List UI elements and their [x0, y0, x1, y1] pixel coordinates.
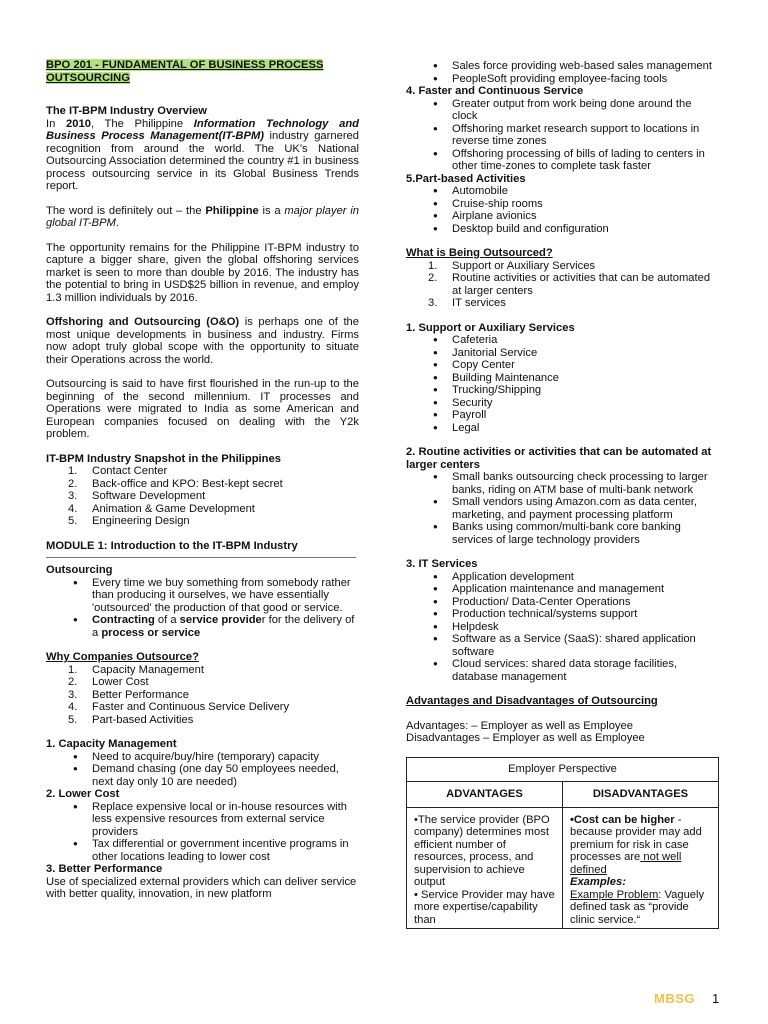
- what-heading: What is Being Outsourced?: [406, 247, 553, 259]
- list-item-text: Janitorial Service: [452, 346, 538, 359]
- bullet-icon: ●: [433, 335, 438, 344]
- list-item-text: Cloud services: shared data storage facilities, database management: [452, 658, 678, 683]
- list-item: [46, 801, 359, 839]
- list-item-run: service provide: [179, 614, 262, 626]
- list-item: [406, 422, 719, 435]
- overview-paragraph-1-run: In: [46, 117, 67, 130]
- bullet-icon: ●: [433, 621, 438, 631]
- list-number: 3.: [68, 688, 78, 701]
- bullet-icon: ●: [73, 764, 78, 773]
- advdis-heading: Advantages and Disadvantages of Outsourcing: [406, 695, 658, 707]
- list-item: [406, 359, 719, 372]
- what-section: [406, 247, 719, 310]
- list-item-text: Need to acquire/buy/hire (temporary) capacity: [92, 750, 319, 763]
- overview-paragraph-4-run: is perhaps one of the most unique developments in business and industry. Firms now adopt truly global scope with the opportunity to situate their Operations across the world.: [46, 316, 359, 366]
- list-item-text: Greater output from work being done around the clock: [452, 97, 692, 122]
- list-item-text: Part-based Activities: [92, 713, 194, 726]
- list-item: [46, 465, 359, 478]
- bullet-icon: ●: [433, 372, 438, 382]
- list-item-text: PeopleSoft providing employee-facing tools: [452, 72, 668, 85]
- bullet-icon: ●: [433, 397, 438, 407]
- support-heading: 1. Support or Auxiliary Services: [406, 321, 575, 334]
- bullet-icon: ●: [73, 801, 78, 811]
- list-item: [46, 838, 359, 863]
- bullet-icon: ●: [433, 472, 438, 481]
- bullet-icon: ●: [73, 751, 78, 761]
- disadvantage-cost-text: - because provider may add premium for risk in case processes are: [570, 813, 702, 863]
- list-item-text: Faster and Continuous Service Delivery: [92, 701, 290, 713]
- bullet-icon: ●: [73, 839, 78, 848]
- list-item-text: Routine activities or activities that can be automated at larger centers: [452, 272, 711, 297]
- list-item: [406, 409, 719, 422]
- module-divider: [46, 557, 356, 558]
- list-item: [406, 347, 719, 360]
- list-item-run: of a: [154, 614, 180, 626]
- faster-section: [406, 85, 719, 173]
- list-number: 4.: [68, 502, 78, 515]
- list-item: [406, 583, 719, 596]
- bullet-icon: ●: [433, 73, 438, 83]
- snapshot-heading: IT-BPM Industry Snapshot in the Philippines: [46, 452, 281, 465]
- example-problem: [570, 889, 713, 927]
- list-item-text: IT services: [452, 297, 506, 309]
- list-item-text: Building Maintenance: [452, 371, 559, 384]
- why-heading: Why Companies Outsource?: [46, 651, 199, 663]
- lower-cost-section: [46, 788, 359, 863]
- overview-paragraph-4: [46, 316, 359, 366]
- faster-list: [406, 98, 719, 173]
- capacity-heading: 1. Capacity Management: [46, 738, 177, 750]
- routine-list: [406, 471, 719, 546]
- list-item-text: Legal: [452, 421, 480, 434]
- support-list: [406, 334, 719, 434]
- bullet-icon: ●: [433, 571, 438, 581]
- list-item-text: Banks using common/multi-bank core banking services of large technology providers: [452, 521, 681, 546]
- list-item-text: Capacity Management: [92, 663, 204, 676]
- bullet-icon: ●: [433, 609, 438, 618]
- bullet-icon: ●: [433, 98, 438, 108]
- better-performance-section: [46, 863, 359, 901]
- bullet-icon: ●: [433, 385, 438, 394]
- advantages-point-2: • Service Provider may have more expertise/capability than: [414, 888, 555, 926]
- list-item: [46, 664, 359, 677]
- list-number: 4.: [68, 701, 78, 713]
- list-item-text: Software Development: [92, 490, 206, 502]
- list-item-run: r for the delivery of a: [92, 614, 355, 639]
- overview-paragraph-3-run: The opportunity remains for the Philippine IT-BPM industry to capture a bigger share, given the global offshoring services market is seen to more than double by 2016. The industry has the potential to bring in USD$25 billion in revenue, and employ 1.3 million individuals by 2016.: [46, 241, 359, 304]
- bullet-icon: ●: [433, 360, 438, 369]
- partbased-heading: 5.Part-based Activities: [406, 172, 526, 185]
- overview-paragraph-4-run: Offshoring and Outsourcing (O&O): [46, 316, 240, 328]
- list-item: [406, 571, 719, 584]
- bullet-icon: ●: [73, 615, 78, 624]
- list-item: [46, 676, 359, 689]
- it-services-heading: 3. IT Services: [406, 558, 478, 570]
- list-item-text: Demand chasing (one day 50 employees needed, next day only 10 are needed): [92, 763, 339, 788]
- faster-heading: 4. Faster and Continuous Service: [406, 85, 584, 97]
- bullet-icon: ●: [433, 410, 438, 419]
- bullet-icon: ●: [73, 577, 78, 587]
- list-item-text: Offshoring processing of bills of lading to centers in other time-zones to complete task faster: [452, 147, 705, 172]
- list-item: [406, 272, 719, 297]
- list-item: [406, 521, 719, 546]
- bullet-icon: ●: [433, 347, 438, 357]
- partbased-list: [406, 185, 719, 235]
- list-item-text: Sales force providing web-based sales management: [452, 60, 712, 72]
- list-item-text: Cafeteria: [452, 334, 498, 346]
- disadvantages-column-header: DISADVANTAGES: [563, 782, 719, 808]
- list-item: [46, 515, 359, 528]
- list-item: [406, 198, 719, 211]
- overview-paragraph-2-run: major player in global IT-BPM: [46, 204, 359, 229]
- advantages-column-header: ADVANTAGES: [407, 782, 563, 808]
- bullet-icon: ●: [433, 148, 438, 158]
- overview-paragraph-2-run: is a: [258, 204, 285, 217]
- list-item: [406, 372, 719, 385]
- capacity-list: [46, 751, 359, 789]
- list-item-text: Production technical/systems support: [452, 608, 638, 620]
- overview-paragraph-5: [46, 378, 359, 441]
- overview-paragraph-2-run: The word is definitely out – the: [46, 204, 206, 217]
- list-item-text: Animation & Game Development: [92, 502, 255, 515]
- list-number: 2.: [68, 477, 78, 490]
- list-item: [46, 478, 359, 491]
- overview-paragraph-1: [46, 118, 359, 193]
- overview-paragraph-1-run: industry garnered recognition from around the world. The UK's National Outsourcing Association determined the country #1 in business process outsourcing service in its Global Business Trends report.: [46, 130, 359, 192]
- list-item: [46, 577, 359, 615]
- list-item: [406, 60, 719, 73]
- list-number: 5.: [68, 713, 78, 726]
- list-item: [406, 633, 719, 658]
- list-number: 1.: [68, 465, 78, 477]
- list-item: [406, 210, 719, 223]
- overview-section: [46, 105, 359, 441]
- list-item: [46, 490, 359, 503]
- list-item: [46, 689, 359, 702]
- list-number: 2.: [68, 676, 78, 688]
- list-item-text: Production/ Data-Center Operations: [452, 595, 631, 608]
- advantages-point-1: •The service provider (BPO company) determines most efficient number of resources, process, and supervision to achieve output: [414, 813, 550, 888]
- list-item-run: Contracting: [92, 614, 155, 626]
- lower-cost-list: [46, 801, 359, 864]
- it-services-section: [406, 558, 719, 683]
- module-section: [46, 540, 359, 640]
- snapshot-list: [46, 465, 359, 528]
- list-item-text: Automobile: [452, 185, 508, 197]
- disadvantages-line: Disadvantages – Employer as well as Employee: [406, 732, 645, 744]
- bullet-icon: ●: [433, 584, 438, 593]
- list-item-text: Engineering Design: [92, 515, 190, 527]
- list-item: [46, 714, 359, 727]
- table-caption: Employer Perspective: [407, 757, 719, 782]
- overview-paragraph-2-run: .: [115, 217, 119, 229]
- list-item: [406, 471, 719, 496]
- disadvantages-cell: [563, 807, 719, 929]
- advantages-cell: [407, 807, 563, 929]
- list-item: [406, 621, 719, 634]
- list-item-text: Application maintenance and management: [452, 583, 665, 595]
- support-section: [406, 322, 719, 435]
- continued-bullets: [406, 60, 719, 85]
- list-item-run: Every time we buy something from somebody rather than producing it ourselves, we have essentially 'outsourced' the production of that good or service.: [92, 576, 351, 614]
- document-title: BPO 201 - FUNDAMENTAL OF BUSINESS PROCESS OUTSOURCING: [46, 59, 324, 84]
- list-number: 5.: [68, 515, 78, 527]
- overview-heading: The IT-BPM Industry Overview: [46, 105, 208, 117]
- overview-paragraph-1-run: 2010: [66, 117, 91, 130]
- list-item: [46, 614, 359, 639]
- bullet-icon: ●: [433, 123, 438, 133]
- employer-perspective-table: [406, 757, 719, 930]
- list-item: [406, 260, 719, 273]
- bullet-icon: ●: [433, 211, 438, 220]
- list-item: [406, 98, 719, 123]
- list-number: 1.: [68, 663, 78, 676]
- list-item: [46, 751, 359, 764]
- list-item: [406, 397, 719, 410]
- list-item-text: Small banks outsourcing check processing to larger banks, riding on ATM base of multi-bank network: [452, 471, 708, 496]
- list-number: 1.: [428, 259, 438, 272]
- list-item-text: Offshoring market research support to locations in reverse time zones: [452, 122, 700, 147]
- better-performance-heading: 3. Better Performance: [46, 863, 163, 875]
- what-list: [406, 260, 719, 310]
- example-problem-text: : Vaguely defined task as “provide clinic service.“: [570, 888, 705, 926]
- bullet-icon: ●: [433, 634, 438, 643]
- bullet-icon: ●: [433, 422, 438, 432]
- list-item-text: Lower Cost: [92, 676, 149, 688]
- module-heading: MODULE 1: Introduction to the IT-BPM Industry: [46, 539, 298, 552]
- list-number: 3.: [68, 490, 78, 502]
- disadvantages-point: [570, 814, 713, 877]
- list-number: 3.: [428, 297, 438, 309]
- list-item: [46, 763, 359, 788]
- why-section: [46, 651, 359, 726]
- snapshot-section: [46, 453, 359, 528]
- list-item-text: Better Performance: [92, 688, 190, 701]
- partbased-section: [406, 173, 719, 236]
- list-item-text: Payroll: [452, 409, 487, 421]
- list-item: [406, 73, 719, 86]
- list-item-text: Desktop build and configuration: [452, 222, 609, 235]
- list-number: 2.: [428, 272, 438, 284]
- list-item-text: Security: [452, 396, 493, 409]
- overview-paragraph-3: [46, 242, 359, 305]
- list-item: [406, 223, 719, 236]
- why-list: [46, 664, 359, 727]
- disadvantage-cost-label: •Cost can be higher: [570, 813, 675, 826]
- list-item: [406, 496, 719, 521]
- lower-cost-heading: 2. Lower Cost: [46, 788, 120, 800]
- routine-section: [406, 446, 719, 546]
- list-item-text: Contact Center: [92, 465, 168, 477]
- list-item: [406, 596, 719, 609]
- bullet-icon: ●: [433, 198, 438, 208]
- list-item: [46, 503, 359, 516]
- better-performance-text: Use of specialized external providers which can deliver service with better quality, innovation, in new platform: [46, 875, 357, 900]
- bullet-icon: ●: [433, 61, 438, 70]
- page-number: 1: [712, 991, 720, 1006]
- advantages-line: Advantages: – Employer as well as Employee: [406, 719, 633, 732]
- routine-heading: 2. Routine activities or activities that can be automated at larger centers: [406, 446, 712, 471]
- bullet-icon: ●: [433, 186, 438, 195]
- list-item-text: Application development: [452, 570, 574, 583]
- list-item-text: Copy Center: [452, 359, 515, 371]
- list-item-text: Support or Auxiliary Services: [452, 259, 596, 272]
- bullet-icon: ●: [433, 522, 438, 531]
- overview-paragraph-5-run: Outsourcing is said to have first flourished in the run-up to the beginning of the second millennium. IT processes and Operations were migrated to India as some American and European companies focused on dealing with the Y2k problem.: [46, 378, 359, 440]
- list-item: [406, 148, 719, 173]
- overview-paragraph-1-run: , The Philippine: [90, 117, 194, 130]
- advdis-section: [406, 695, 719, 745]
- bullet-icon: ●: [433, 223, 438, 233]
- outsourcing-bullets: [46, 577, 359, 640]
- footer-brand: MBSG: [654, 991, 695, 1006]
- list-item-run: process or service: [101, 626, 201, 639]
- bullet-icon: ●: [433, 596, 438, 606]
- list-item: [406, 297, 719, 310]
- list-item: [406, 384, 719, 397]
- list-item-text: Small vendors using Amazon.com as data center, marketing, and payment processing platform: [452, 496, 698, 521]
- left-column: [46, 59, 359, 901]
- list-item-text: Tax differential or government incentive programs in other locations leading to lower cost: [92, 838, 349, 863]
- list-item-text: Software as a Service (SaaS): shared application software: [452, 633, 696, 658]
- overview-paragraph-1-run: Information Technology and Business Process Management(IT-BPM): [46, 117, 359, 142]
- examples-label: Examples:: [570, 876, 626, 888]
- list-item-text: Replace expensive local or in-house resources with less expensive resources from external service providers: [92, 800, 347, 838]
- bullet-icon: ●: [433, 497, 438, 506]
- list-item-text: Cruise-ship rooms: [452, 197, 543, 210]
- overview-paragraph-2: [46, 205, 359, 230]
- bullet-icon: ●: [433, 659, 438, 668]
- disadvantage-underlined-text: not well defined: [570, 851, 682, 876]
- right-column: [406, 60, 719, 929]
- outsourcing-heading: Outsourcing: [46, 564, 113, 576]
- list-item-text: Back-office and KPO: Best-kept secret: [92, 477, 283, 490]
- list-item: [406, 608, 719, 621]
- list-item: [406, 185, 719, 198]
- list-item: [406, 334, 719, 347]
- list-item-text: Helpdesk: [452, 620, 499, 633]
- overview-paragraph-2-run: Philippine: [205, 204, 259, 217]
- list-item: [46, 701, 359, 714]
- it-services-list: [406, 571, 719, 684]
- list-item: [406, 123, 719, 148]
- example-problem-label: Example Problem: [570, 888, 659, 901]
- list-item: [406, 658, 719, 683]
- list-item-text: Trucking/Shipping: [452, 384, 542, 396]
- list-item-text: Airplane avionics: [452, 210, 537, 222]
- capacity-section: [46, 738, 359, 788]
